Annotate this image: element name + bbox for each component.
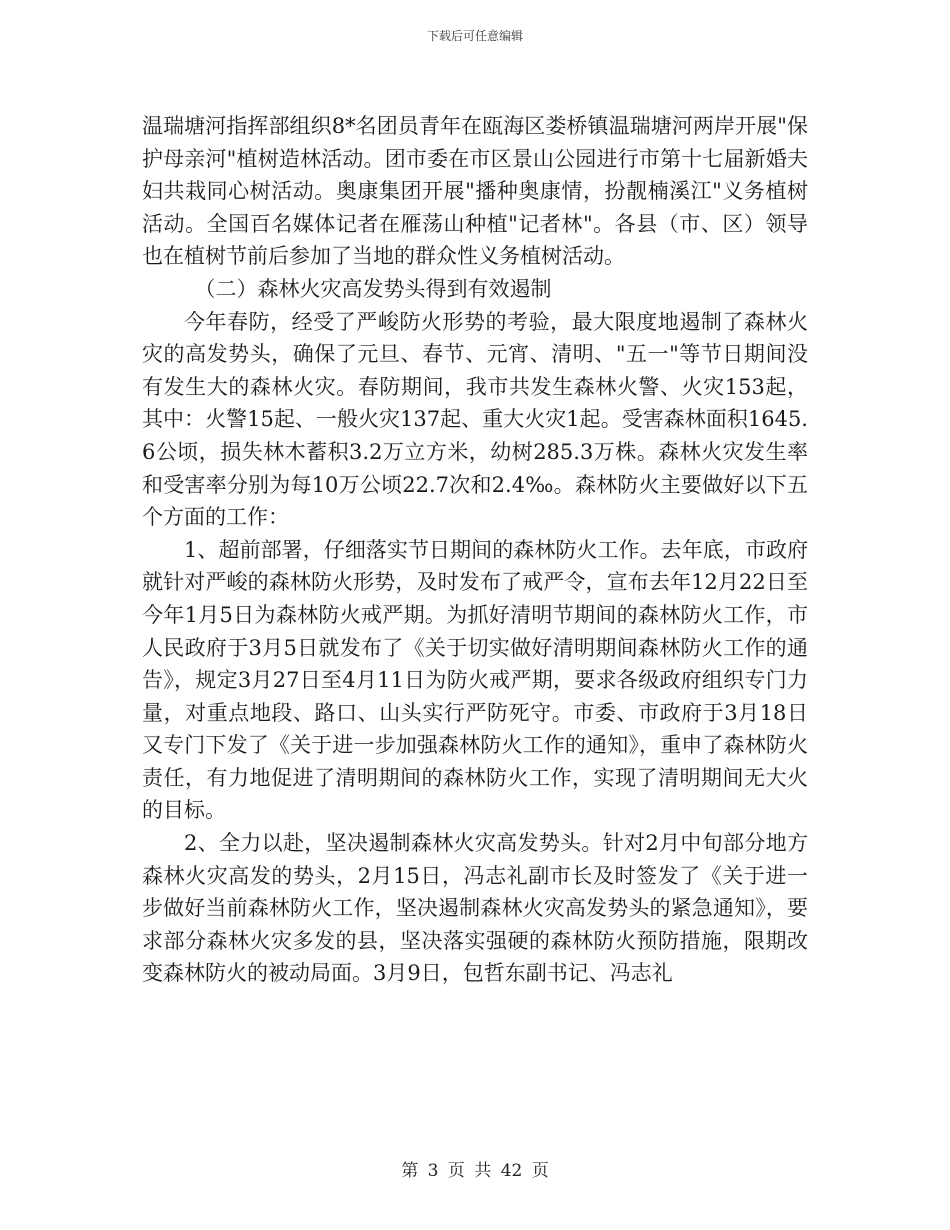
paragraph-spring-fire-prevention: 今年春防，经受了严峻防火形势的考验，最大限度地遏制了森林火灾的高发势头，确保了元旦、春节、元宵、清明、"五一"等节日期间没有发生大的森林火灾。春防期间，我市共发生森林火警、火灾153起，其中：火警15起、一般火灾137起、重大火灾1起。受害森林面积1645.6公顷，损失林木蓄积3.2万立方米，幼树285.3万株。森林火灾发生率和受害率分别为每10万公顷22.7次和2.4‰。森林防火主要做好以下五个方面的工作： xyxy=(142,309,808,530)
section-heading-forest-fire: （二）森林火灾高发势头得到有效遏制 xyxy=(194,276,552,301)
paragraph-tree-planting: 温瑞塘河指挥部组织8*名团员青年在瓯海区娄桥镇温瑞塘河两岸开展"保护母亲河"植树造林活动。团市委在市区景山公园进行市第十七届新婚夫妇共栽同心树活动。奥康集团开展"播种奥康情，扮靓楠溪江"义务植树活动。全国百名媒体记者在雁荡山种植"记者林"。各县（市、区）领导也在植树节前后参加了当地的群众性义务植树活动。 xyxy=(142,114,808,269)
page-header: 下载后可任意编辑 xyxy=(426,29,523,43)
paragraph-item-2: 2、全力以赴，坚决遏制森林火灾高发势头。针对2月中旬部分地方森林火灾高发的势头，2月15日，冯志礼副市长及时签发了《关于进一步做好当前森林防火工作，坚决遏制森林火灾高发势头的紧急通知》，要求部分森林火灾多发的县，坚决落实强硬的森林防火预防措施，限期改变森林防火的被动局面。3月9日，包哲东副书记、冯志礼 xyxy=(142,831,808,986)
paragraph-item-1: 1、超前部署，仔细落实节日期间的森林防火工作。去年底，市政府就针对严峻的森林防火形势，及时发布了戒严令，宣布去年12月22日至今年1月5日为森林防火戒严期。为抓好清明节期间的森林防火工作，市人民政府于3月5日就发布了《关于切实做好清明期间森林防火工作的通告》，规定3月27日至4月11日为防火戒严期，要求各级政府组织专门力量，对重点地段、路口、山头实行严防死守。市委、市政府于3月18日又专门下发了《关于进一步加强森林防火工作的通知》，重申了森林防火责任，有力地促进了清明期间的森林防火工作，实现了清明期间无大火的目标。 xyxy=(142,537,808,823)
page-number-footer: 第 3 页 共 42 页 xyxy=(401,1161,549,1181)
document-body xyxy=(142,110,808,990)
